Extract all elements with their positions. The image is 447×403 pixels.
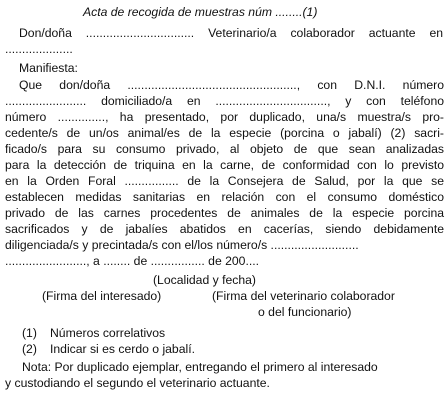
- body-line: establecen medidas sanitarias en relación con el consumo doméstico: [5, 190, 444, 204]
- body-line: cedente/s de un/os animal/es de la especie (porcina o jabalí) (2) sacri-: [5, 126, 444, 140]
- body-line: privado de las carnes procedentes de animales de la especie porcina: [5, 206, 444, 220]
- footnote-marker: (2): [22, 342, 37, 356]
- body-line: diligenciada/s y precintada/s con el/los número/s ..........................: [5, 238, 359, 252]
- footnote-text: Indicar si es cerdo o jabalí.: [50, 342, 195, 356]
- signature-vet-line-1: (Firma del veterinario colaborador: [212, 289, 395, 303]
- intro-line-1: Don/doña ................................ Veterinario/a colaborador actuante en: [19, 26, 443, 40]
- document-title: Acta de recogida de muestras núm ........(1): [83, 5, 318, 19]
- signature-interested: (Firma del interesado): [42, 289, 162, 303]
- body-line: ........................ domiciliado/a en ................................., y con teléfono: [5, 94, 444, 108]
- body-line: ficado/s para su consumo privado, al objeto de que sean analizadas: [5, 142, 444, 156]
- body-line: ........................, a ........ de ................ de 200....: [5, 254, 260, 268]
- body-line: número .............., ha presentado, por duplicado, una/s muestra/s pro-: [5, 110, 444, 124]
- body-line: sacrificados y de jabalíes abatidos en cacerías, siendo debidamente: [5, 222, 444, 236]
- body-line: para la detección de triquina en la carne, de conformidad con lo previsto: [5, 158, 444, 172]
- footnote-text: Números correlativos: [50, 326, 166, 340]
- manifiesta-heading: Manifiesta:: [19, 61, 78, 75]
- nota-line-2: y custodiando el segundo el veterinario actuante.: [5, 376, 270, 390]
- nota-line-1: Nota: Por duplicado ejemplar, entregando el primero al interesado: [22, 360, 378, 374]
- body-line: en la Orden Foral ................ de la Consejera de Salud, por la que se: [5, 174, 444, 188]
- signature-vet-line-2: o del funcionario): [258, 305, 352, 319]
- place-date-label: (Localidad y fecha): [153, 273, 256, 287]
- footnote-marker: (1): [22, 326, 37, 340]
- intro-line-2: ....................: [5, 42, 73, 56]
- body-line: Que don/doña .................................................., con D.N.I. número: [19, 78, 444, 92]
